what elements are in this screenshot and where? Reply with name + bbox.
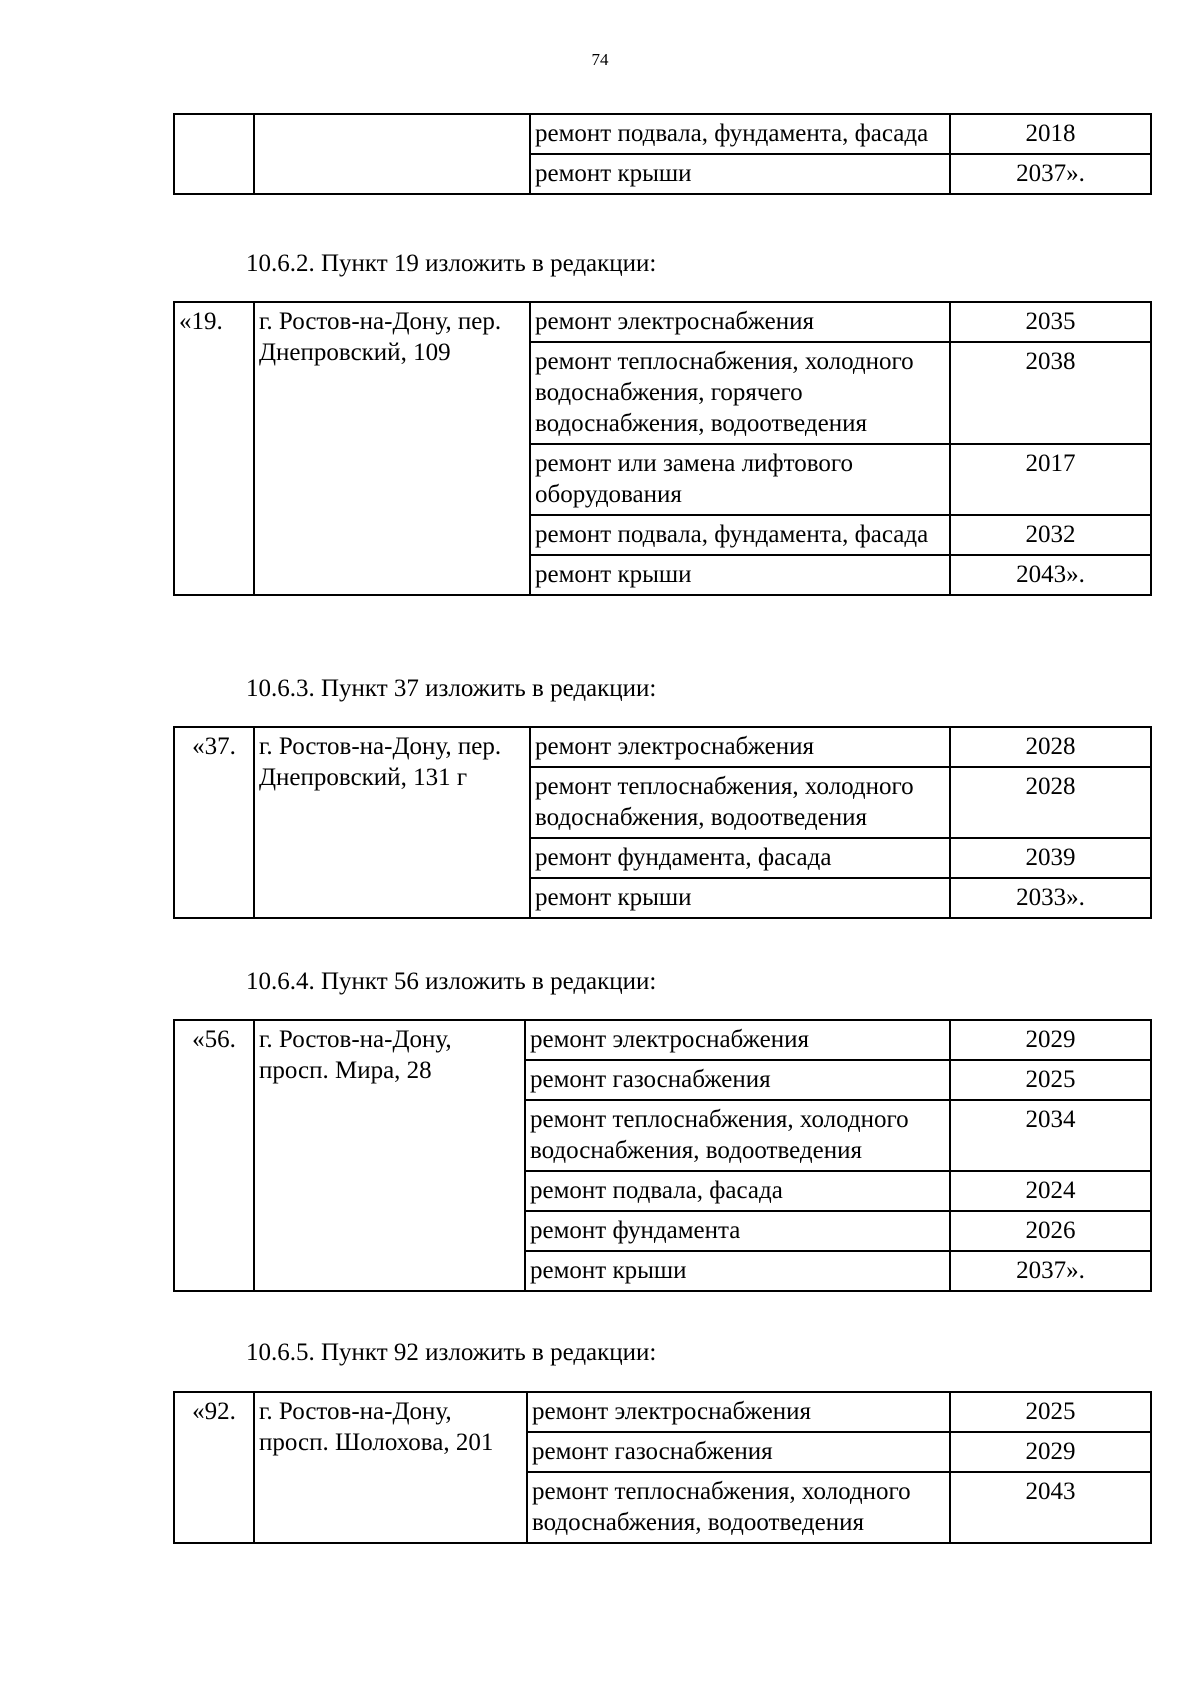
work-cell: ремонт или замена лифтового оборудования xyxy=(530,444,950,515)
table-row xyxy=(174,1392,1151,1432)
work-cell: ремонт теплоснабжения, холодного водоснабжения, водоотведения xyxy=(527,1472,950,1543)
work-cell: ремонт подвала, фасада xyxy=(525,1171,950,1211)
year-cell: 2025 xyxy=(950,1392,1151,1432)
year-cell: 2032 xyxy=(950,515,1151,555)
table-row xyxy=(174,302,1151,342)
work-cell: ремонт электроснабжения xyxy=(530,727,950,767)
table-row xyxy=(174,114,1151,154)
year-cell: 2043 xyxy=(950,1472,1151,1543)
work-cell: ремонт крыши xyxy=(530,154,950,194)
item-table xyxy=(173,726,1152,919)
work-cell: ремонт подвала, фундамента, фасада xyxy=(530,114,950,154)
section-heading: 10.6.4. Пункт 56 изложить в редакции: xyxy=(246,968,657,995)
year-cell: 2024 xyxy=(950,1171,1151,1211)
work-cell: ремонт крыши xyxy=(530,878,950,918)
work-cell: ремонт теплоснабжения, холодного водоснабжения, горячего водоснабжения, водоотведения xyxy=(530,342,950,444)
work-cell: ремонт подвала, фундамента, фасада xyxy=(530,515,950,555)
year-cell: 2037». xyxy=(950,1251,1151,1291)
work-cell: ремонт крыши xyxy=(525,1251,950,1291)
work-cell: ремонт фундамента, фасада xyxy=(530,838,950,878)
work-cell: ремонт теплоснабжения, холодного водоснабжения, водоотведения xyxy=(525,1100,950,1171)
year-cell: 2028 xyxy=(950,727,1151,767)
work-cell: ремонт фундамента xyxy=(525,1211,950,1251)
year-cell: 2025 xyxy=(950,1060,1151,1100)
year-cell: 2038 xyxy=(950,342,1151,444)
work-cell: ремонт теплоснабжения, холодного водоснабжения, водоотведения xyxy=(530,767,950,838)
section-heading: 10.6.3. Пункт 37 изложить в редакции: xyxy=(246,675,657,702)
year-cell: 2029 xyxy=(950,1020,1151,1060)
item-number-cell: «92. xyxy=(174,1392,254,1543)
item-table xyxy=(173,301,1152,596)
item-table xyxy=(173,1391,1152,1544)
address-cell: г. Ростов-на-Дону, пер. Днепровский, 131 г xyxy=(254,727,530,918)
year-cell: 2026 xyxy=(950,1211,1151,1251)
address-cell: г. Ростов-на-Дону, просп. Мира, 28 xyxy=(254,1020,525,1291)
address-cell xyxy=(254,114,530,194)
page-number: 74 xyxy=(591,50,609,69)
address-cell: г. Ростов-на-Дону, пер. Днепровский, 109 xyxy=(254,302,530,595)
year-cell: 2035 xyxy=(950,302,1151,342)
year-cell: 2039 xyxy=(950,838,1151,878)
work-cell: ремонт крыши xyxy=(530,555,950,595)
address-cell: г. Ростов-на-Дону, просп. Шолохова, 201 xyxy=(254,1392,527,1543)
work-cell: ремонт электроснабжения xyxy=(530,302,950,342)
year-cell: 2037». xyxy=(950,154,1151,194)
year-cell: 2018 xyxy=(950,114,1151,154)
year-cell: 2029 xyxy=(950,1432,1151,1472)
item-number-cell: «37. xyxy=(174,727,254,918)
table-row xyxy=(174,1020,1151,1060)
section-heading: 10.6.2. Пункт 19 изложить в редакции: xyxy=(246,250,657,277)
work-cell: ремонт газоснабжения xyxy=(525,1060,950,1100)
work-cell: ремонт газоснабжения xyxy=(527,1432,950,1472)
year-cell: 2028 xyxy=(950,767,1151,838)
continuation-table xyxy=(173,113,1152,195)
section-heading: 10.6.5. Пункт 92 изложить в редакции: xyxy=(246,1339,657,1366)
table-row xyxy=(174,727,1151,767)
work-cell: ремонт электроснабжения xyxy=(525,1020,950,1060)
year-cell: 2033». xyxy=(950,878,1151,918)
item-number-cell: «19. xyxy=(174,302,254,595)
item-number-cell: «56. xyxy=(174,1020,254,1291)
year-cell: 2017 xyxy=(950,444,1151,515)
work-cell: ремонт электроснабжения xyxy=(527,1392,950,1432)
item-number-cell xyxy=(174,114,254,194)
item-table xyxy=(173,1019,1152,1292)
year-cell: 2034 xyxy=(950,1100,1151,1171)
year-cell: 2043». xyxy=(950,555,1151,595)
